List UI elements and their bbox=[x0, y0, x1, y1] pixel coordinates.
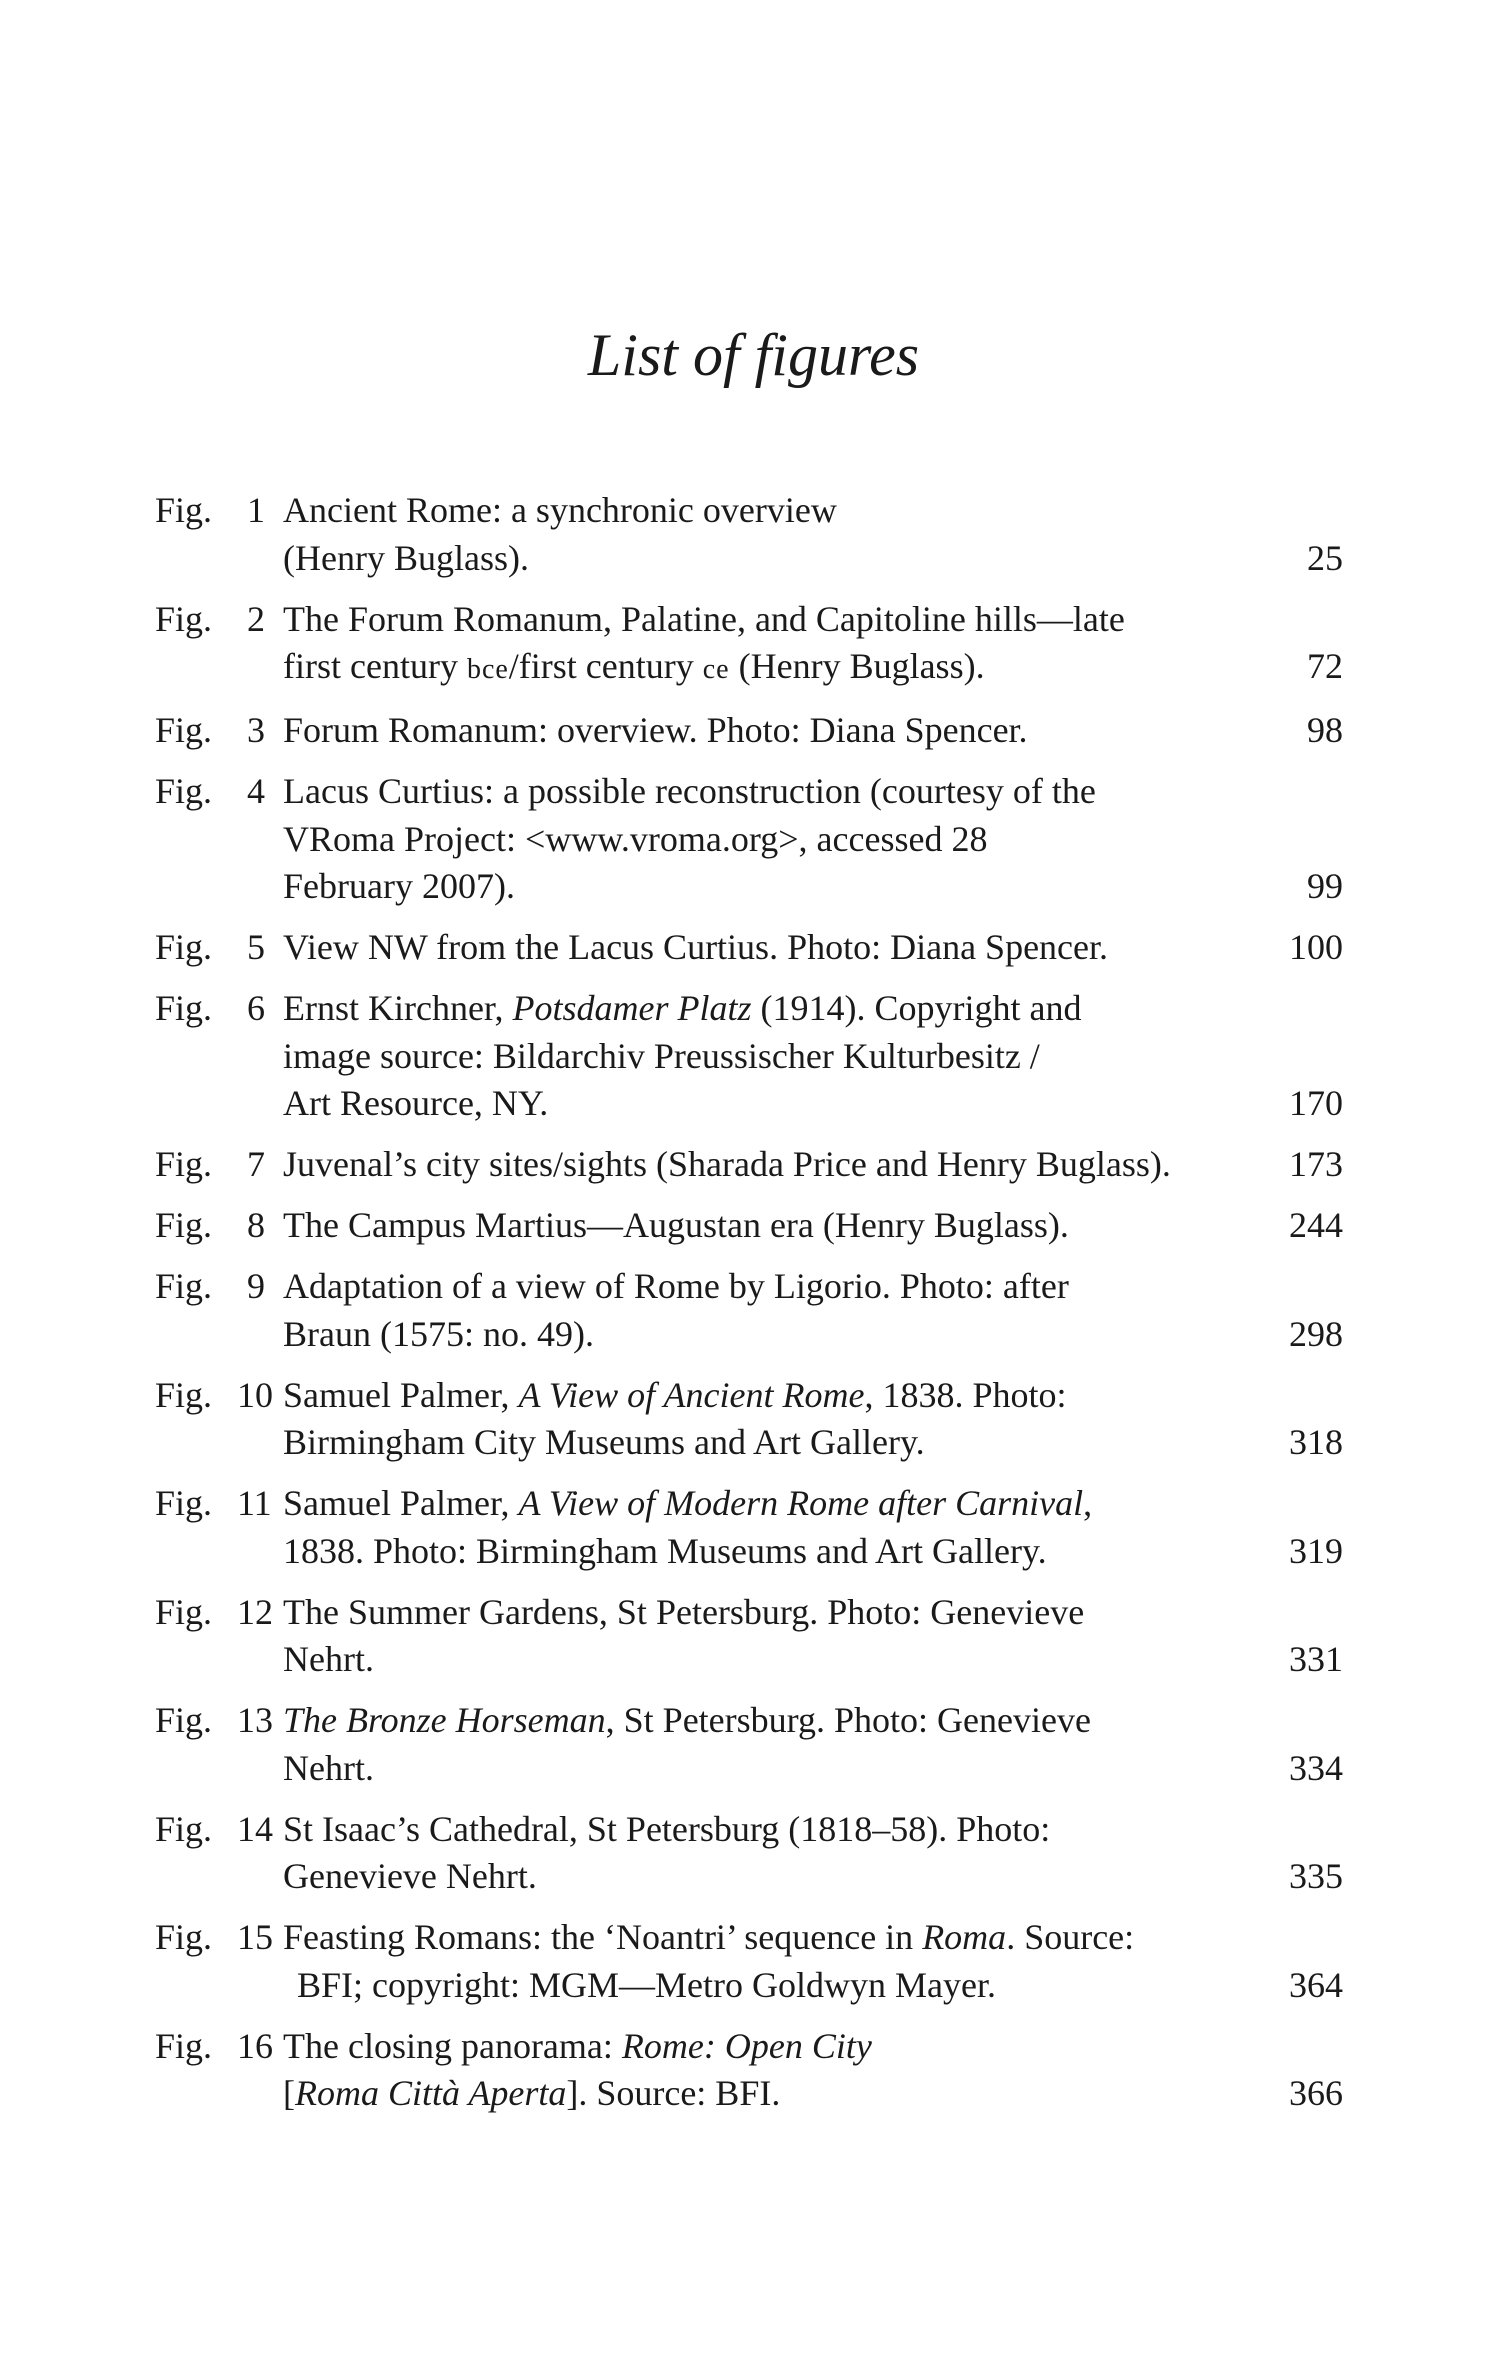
caption-text bbox=[283, 1853, 537, 1901]
caption-text bbox=[283, 596, 1125, 644]
figure-label: Fig. bbox=[155, 771, 213, 811]
caption-segment: Samuel Palmer, bbox=[283, 1374, 519, 1415]
caption-text bbox=[283, 985, 1081, 1033]
figure-caption bbox=[283, 1589, 1343, 1684]
figure-caption bbox=[283, 1480, 1343, 1575]
caption-segment: Art Resource, NY. bbox=[283, 1083, 549, 1123]
figure-label: Fig. bbox=[155, 2025, 213, 2066]
caption-segment: Adaptation of a view of Rome by Ligorio. Photo: after bbox=[283, 1266, 1069, 1306]
caption-line bbox=[283, 985, 1343, 1033]
caption-text bbox=[283, 1962, 996, 2010]
figure-number: 9 bbox=[247, 1266, 265, 1306]
italic-title: A View of Modern Rome after Carnival bbox=[518, 1483, 1084, 1523]
caption-segment: The Summer Gardens, St Petersburg. Photo: Genevieve bbox=[283, 1591, 1085, 1632]
caption-segment: BFI; copyright: MGM—Metro Goldwyn Mayer. bbox=[297, 1964, 996, 2005]
caption-line bbox=[283, 1263, 1343, 1311]
figure-number: 8 bbox=[247, 1205, 265, 1245]
caption-line bbox=[283, 2070, 1343, 2118]
page-number: 318 bbox=[1289, 1422, 1343, 1462]
figure-entry bbox=[155, 985, 1355, 1128]
figure-entry bbox=[155, 1141, 1355, 1189]
page-number: 98 bbox=[1307, 710, 1343, 750]
figure-caption bbox=[283, 596, 1343, 694]
caption-line bbox=[283, 816, 1343, 864]
figure-caption bbox=[283, 1697, 1343, 1792]
caption-text bbox=[283, 1419, 925, 1467]
caption-line bbox=[283, 1202, 1343, 1250]
caption-text bbox=[283, 643, 985, 694]
figure-number: 4 bbox=[247, 771, 265, 811]
italic-title: Roma bbox=[922, 1917, 1007, 1957]
figure-number: 1 bbox=[247, 490, 265, 530]
caption-segment: , bbox=[1083, 1483, 1093, 1523]
caption-segment: . Source: bbox=[1006, 1917, 1135, 1957]
caption-text bbox=[283, 707, 1028, 755]
caption-segment: The Forum Romanum, Palatine, and Capitoline hills—late bbox=[283, 598, 1125, 639]
page-number: 298 bbox=[1289, 1313, 1343, 1354]
caption-line bbox=[283, 768, 1343, 816]
caption-line bbox=[283, 1311, 1343, 1359]
caption-line bbox=[283, 535, 1343, 583]
figure-number: 6 bbox=[247, 988, 265, 1028]
caption-segment: Braun (1575: no. 49). bbox=[283, 1313, 594, 1354]
caption-text bbox=[283, 924, 1108, 972]
caption-segment: Forum Romanum: overview. Photo: Diana Spencer. bbox=[283, 710, 1028, 750]
figure-label: Fig. bbox=[155, 927, 213, 967]
caption-text bbox=[283, 1202, 1069, 1250]
caption-segment: (Henry Buglass). bbox=[729, 646, 985, 686]
figure-label: Fig. bbox=[155, 1808, 213, 1849]
page-number: 244 bbox=[1289, 1205, 1343, 1245]
caption-segment: Nehrt. bbox=[283, 1747, 374, 1788]
figure-caption bbox=[283, 1914, 1343, 2009]
page-number: 334 bbox=[1289, 1747, 1343, 1788]
figure-label: Fig. bbox=[155, 1700, 213, 1740]
page-number: 170 bbox=[1289, 1083, 1343, 1123]
caption-text bbox=[283, 1697, 1091, 1745]
figure-label: Fig. bbox=[155, 710, 213, 750]
figure-label: Fig. bbox=[155, 1144, 213, 1184]
caption-segment: The Campus Martius—Augustan era (Henry Buglass). bbox=[283, 1205, 1069, 1245]
caption-segment: [ bbox=[283, 2073, 295, 2113]
figure-entry bbox=[155, 1589, 1355, 1684]
caption-segment: (1914). Copyright and bbox=[751, 988, 1082, 1028]
caption-segment: View NW from the Lacus Curtius. Photo: Diana Spencer. bbox=[283, 927, 1109, 967]
caption-line bbox=[283, 707, 1343, 755]
caption-segment: /first century bbox=[508, 646, 703, 686]
figure-label: Fig. bbox=[155, 1591, 213, 1632]
caption-segment: , St Petersburg. Photo: Genevieve bbox=[605, 1700, 1091, 1740]
italic-title: Rome: Open City bbox=[621, 2025, 872, 2066]
figure-number: 15 bbox=[237, 1917, 273, 1957]
figure-caption bbox=[283, 768, 1343, 911]
caption-segment: ]. Source: BFI. bbox=[566, 2073, 781, 2113]
figure-entry bbox=[155, 768, 1355, 911]
figure-caption bbox=[283, 707, 1343, 755]
caption-line bbox=[283, 1697, 1343, 1745]
caption-segment: , 1838. Photo: bbox=[864, 1374, 1067, 1415]
caption-text bbox=[283, 2070, 780, 2118]
caption-text bbox=[283, 535, 529, 583]
figure-label: Fig. bbox=[155, 598, 213, 639]
page-title: List of figures bbox=[587, 322, 920, 388]
caption-text bbox=[283, 1141, 1171, 1189]
caption-segment: (Henry Buglass). bbox=[283, 537, 529, 578]
figure-list bbox=[155, 487, 1355, 2131]
caption-text bbox=[283, 1745, 374, 1793]
caption-segment: first century bbox=[283, 646, 467, 686]
caption-segment: Ernst Kirchner, bbox=[283, 988, 513, 1028]
caption-segment: VRoma Project: <www.vroma.org>, accessed 28 bbox=[283, 818, 988, 859]
page-number: 335 bbox=[1289, 1856, 1343, 1896]
caption-line bbox=[283, 1636, 1343, 1684]
caption-line bbox=[283, 1033, 1343, 1081]
figure-caption bbox=[283, 1141, 1343, 1189]
page-number: 366 bbox=[1289, 2073, 1343, 2113]
page-number: 100 bbox=[1289, 927, 1343, 967]
caption-line bbox=[283, 1419, 1343, 1467]
caption-line bbox=[283, 1914, 1343, 1962]
caption-segment: Genevieve Nehrt. bbox=[283, 1856, 537, 1896]
figure-entry bbox=[155, 924, 1355, 972]
caption-segment: Juvenal’s city sites/sights (Sharada Price and Henry Buglass). bbox=[283, 1144, 1171, 1184]
caption-segment: St Isaac’s Cathedral, St Petersburg (1818–58). Photo: bbox=[283, 1808, 1051, 1849]
caption-line bbox=[283, 1745, 1343, 1793]
caption-line bbox=[283, 1141, 1343, 1189]
figure-number: 16 bbox=[237, 2025, 273, 2066]
figure-number: 3 bbox=[247, 710, 265, 750]
italic-title: The Bronze Horseman bbox=[283, 1700, 606, 1740]
caption-line bbox=[283, 1528, 1343, 1576]
caption-text bbox=[283, 1806, 1050, 1854]
italic-title: Roma Città Aperta bbox=[295, 2073, 567, 2113]
figure-caption bbox=[283, 1372, 1343, 1467]
era-abbreviation: ce bbox=[702, 654, 730, 685]
page-number: 173 bbox=[1289, 1144, 1343, 1184]
caption-text bbox=[283, 1033, 1040, 1081]
caption-segment: The closing panorama: bbox=[283, 2025, 622, 2066]
caption-line bbox=[283, 1962, 1343, 2010]
caption-text bbox=[283, 768, 1096, 816]
era-abbreviation: bce bbox=[466, 654, 509, 685]
figure-label: Fig. bbox=[155, 1374, 213, 1415]
page-number: 25 bbox=[1307, 537, 1343, 578]
caption-line bbox=[283, 643, 1343, 694]
caption-text bbox=[283, 1480, 1092, 1528]
figure-label: Fig. bbox=[155, 1266, 213, 1306]
figure-number: 7 bbox=[247, 1144, 265, 1184]
page-number: 319 bbox=[1289, 1530, 1343, 1571]
caption-line bbox=[283, 2023, 1343, 2071]
figure-caption bbox=[283, 1263, 1343, 1358]
caption-line bbox=[283, 487, 1343, 535]
page-number: 72 bbox=[1307, 646, 1343, 686]
caption-text bbox=[283, 1528, 1047, 1576]
caption-text bbox=[283, 863, 515, 911]
caption-segment: Samuel Palmer, bbox=[283, 1483, 519, 1523]
caption-segment: Nehrt. bbox=[283, 1639, 374, 1679]
figure-number: 11 bbox=[237, 1483, 272, 1523]
figure-number: 14 bbox=[237, 1808, 273, 1849]
figure-entry bbox=[155, 2023, 1355, 2118]
caption-line bbox=[283, 924, 1343, 972]
caption-text bbox=[283, 1263, 1069, 1311]
caption-text bbox=[283, 1311, 594, 1359]
figure-caption bbox=[283, 2023, 1343, 2118]
caption-text bbox=[283, 816, 987, 864]
caption-segment: Feasting Romans: the ‘Noantri’ sequence in bbox=[283, 1917, 923, 1957]
figure-caption bbox=[283, 1202, 1343, 1250]
figure-label: Fig. bbox=[155, 988, 213, 1028]
figure-label: Fig. bbox=[155, 1205, 213, 1245]
caption-text bbox=[283, 1080, 548, 1128]
caption-line bbox=[283, 1589, 1343, 1637]
figure-caption bbox=[283, 487, 1343, 582]
caption-text bbox=[283, 487, 837, 535]
figure-number: 10 bbox=[237, 1374, 273, 1415]
figure-entry bbox=[155, 1263, 1355, 1358]
caption-segment: Ancient Rome: a synchronic overview bbox=[283, 490, 837, 530]
caption-text bbox=[283, 1372, 1066, 1420]
caption-line bbox=[283, 1080, 1343, 1128]
caption-line bbox=[283, 1480, 1343, 1528]
caption-segment: image source: Bildarchiv Preussischer Kulturbesitz / bbox=[283, 1035, 1040, 1076]
figure-caption bbox=[283, 1806, 1343, 1901]
caption-line bbox=[283, 596, 1343, 644]
caption-text bbox=[283, 1914, 1134, 1962]
caption-segment: Lacus Curtius: a possible reconstruction (courtesy of the bbox=[283, 771, 1096, 811]
figure-entry bbox=[155, 487, 1355, 582]
caption-text bbox=[283, 1636, 374, 1684]
figure-entry bbox=[155, 707, 1355, 755]
figure-number: 12 bbox=[237, 1591, 273, 1632]
figure-entry bbox=[155, 596, 1355, 694]
italic-title: A View of Ancient Rome bbox=[518, 1374, 865, 1415]
figure-number: 13 bbox=[237, 1700, 273, 1740]
figure-entry bbox=[155, 1806, 1355, 1901]
figure-number: 2 bbox=[247, 598, 265, 639]
figure-entry bbox=[155, 1372, 1355, 1467]
figure-number: 5 bbox=[247, 927, 265, 967]
figure-entry bbox=[155, 1697, 1355, 1792]
caption-line bbox=[283, 1806, 1343, 1854]
caption-segment: February 2007). bbox=[283, 866, 515, 906]
caption-segment: Birmingham City Museums and Art Gallery. bbox=[283, 1422, 925, 1462]
caption-segment: 1838. Photo: Birmingham Museums and Art Gallery. bbox=[283, 1530, 1047, 1571]
caption-line bbox=[283, 863, 1343, 911]
figure-label: Fig. bbox=[155, 1483, 213, 1523]
figure-entry bbox=[155, 1480, 1355, 1575]
figure-label: Fig. bbox=[155, 1917, 213, 1957]
figure-entry bbox=[155, 1202, 1355, 1250]
caption-line bbox=[283, 1372, 1343, 1420]
caption-text bbox=[283, 1589, 1084, 1637]
figure-label: Fig. bbox=[155, 490, 213, 530]
figure-caption bbox=[283, 985, 1343, 1128]
caption-line bbox=[283, 1853, 1343, 1901]
italic-title: Potsdamer Platz bbox=[512, 988, 752, 1028]
page-number: 99 bbox=[1307, 866, 1343, 906]
caption-text bbox=[283, 2023, 872, 2071]
figure-caption bbox=[283, 924, 1343, 972]
page-number: 331 bbox=[1289, 1639, 1343, 1679]
figure-entry bbox=[155, 1914, 1355, 2009]
page-number: 364 bbox=[1289, 1964, 1343, 2005]
